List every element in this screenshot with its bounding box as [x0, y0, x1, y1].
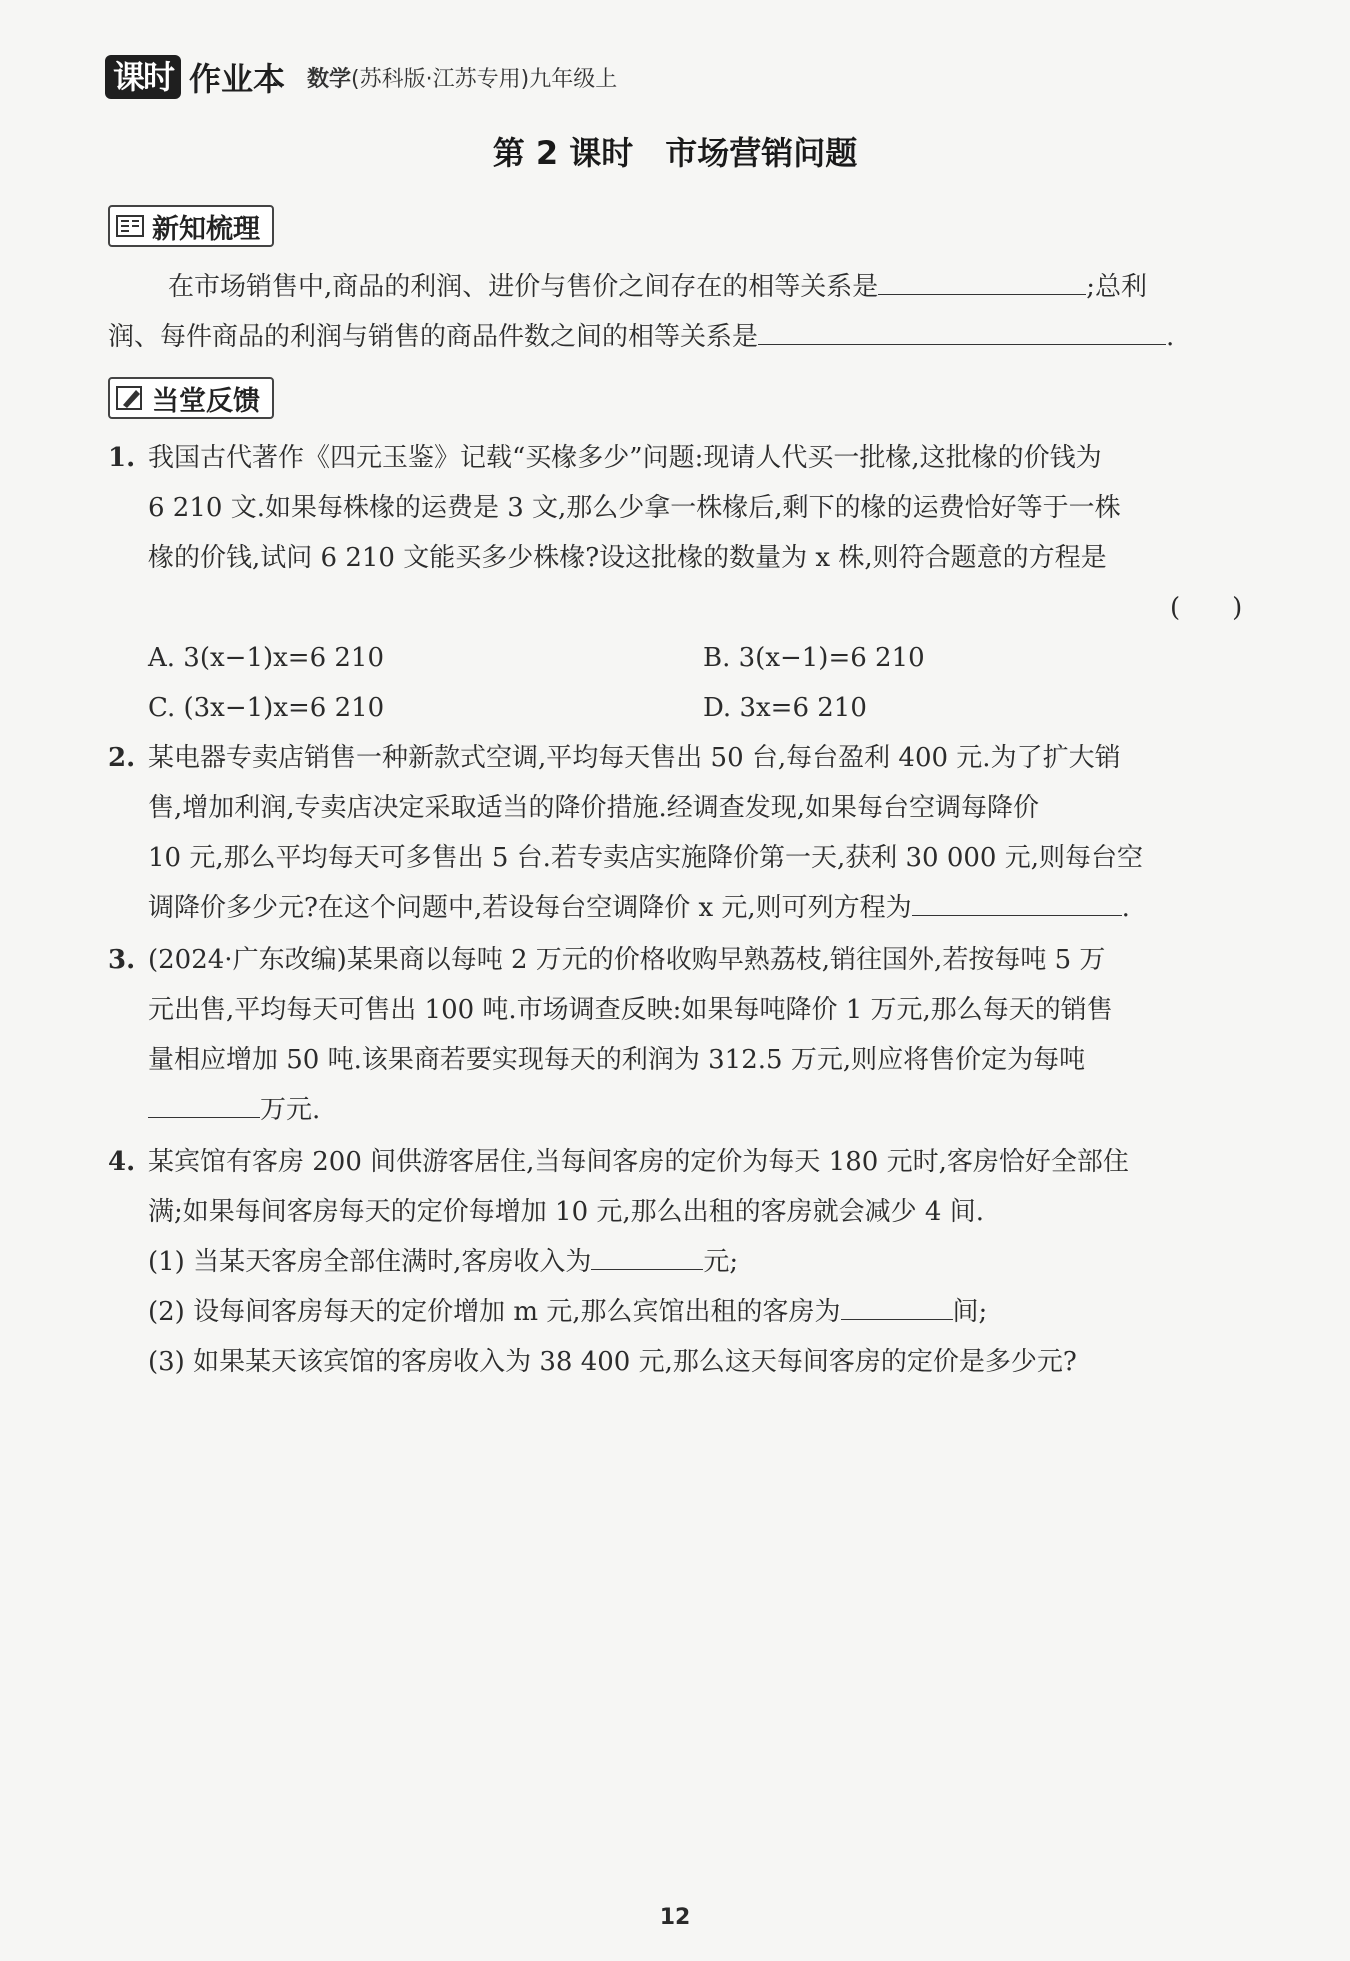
answer-blank[interactable] [912, 889, 1122, 916]
subject-edition: (苏科版·江苏专用)九年级上 [351, 66, 618, 92]
book-icon [116, 214, 144, 238]
section-tag-feedback [108, 377, 274, 419]
knowledge-text: . [1166, 322, 1175, 352]
knowledge-text: 在市场销售中,商品的利润、进价与售价之间存在的相等关系是 [168, 272, 879, 302]
knowledge-text: 润、每件商品的利润与销售的商品件数之间的相等关系是 [108, 322, 759, 352]
question-text: 元; [703, 1247, 739, 1277]
book-name: 作业本 [189, 60, 286, 98]
knowledge-line-1 [168, 262, 1147, 312]
answer-parentheses[interactable]: ( ) [1170, 593, 1243, 623]
question-number: 2. [108, 743, 136, 773]
book-logo: 课时 [105, 55, 181, 99]
option-c[interactable]: C. (3x−1)x=6 210 [148, 693, 385, 723]
question-3-line-2: 元出售,平均每天可售出 100 吨.市场调查反映:如果每吨降价 1 万元,那么每天的销售 [148, 995, 1113, 1025]
question-2-line-1: 某电器专卖店销售一种新款式空调,平均每天售出 50 台,每台盈利 400 元.为了扩大销 [148, 743, 1121, 773]
question-text: 调降价多少元?在这个问题中,若设每台空调降价 x 元,则可列方程为 [148, 893, 912, 923]
answer-blank[interactable] [758, 318, 1166, 345]
question-2-line-3: 10 元,那么平均每天可多售出 5 台.若专卖店实施降价第一天,获利 30 000 元,则每台空 [148, 843, 1143, 873]
question-3-line-1: (2024·广东改编)某果商以每吨 2 万元的价格收购早熟荔枝,销往国外,若按每吨 5 万 [148, 945, 1106, 975]
section-tag-new-knowledge [108, 205, 274, 247]
option-d[interactable]: D. 3x=6 210 [703, 693, 867, 723]
question-text: (1) 当某天客房全部住满时,客房收入为 [148, 1247, 592, 1277]
answer-blank[interactable] [148, 1091, 260, 1118]
answer-blank[interactable] [591, 1243, 703, 1270]
subject-name: 数学 [307, 66, 352, 92]
question-text: 间; [952, 1297, 988, 1327]
question-1-line-2: 6 210 文.如果每株椽的运费是 3 文,那么少拿一株椽后,剩下的椽的运费恰好等于一株 [148, 493, 1121, 523]
question-2-line-4 [148, 883, 1130, 933]
question-3-line-3: 量相应增加 50 吨.该果商若要实现每天的利润为 312.5 万元,则应将售价定为每吨 [148, 1045, 1086, 1075]
answer-blank[interactable] [841, 1293, 953, 1320]
answer-blank[interactable] [878, 268, 1086, 295]
question-number: 1. [108, 443, 136, 473]
question-number: 3. [108, 945, 136, 975]
question-4-line-2: 满;如果每间客房每天的定价每增加 10 元,那么出租的客房就会减少 4 间. [148, 1197, 984, 1227]
question-text: 万元. [260, 1095, 321, 1125]
knowledge-line-2 [108, 312, 1174, 362]
question-1-line-3: 椽的价钱,试问 6 210 文能买多少株椽?设这批椽的数量为 x 株,则符合题意的方程是 [148, 543, 1107, 573]
question-4-sub-2 [148, 1287, 987, 1337]
page-header [105, 52, 617, 102]
question-4-sub-1 [148, 1237, 738, 1287]
question-2-line-2: 售,增加利润,专卖店决定采取适当的降价措施.经调查发现,如果每台空调每降价 [148, 793, 1040, 823]
question-text: . [1121, 893, 1130, 923]
question-4-sub-3: (3) 如果某天该宾馆的客房收入为 38 400 元,那么这天每间客房的定价是多少元? [148, 1347, 1077, 1377]
pencil-icon [116, 385, 144, 411]
question-3-line-4 [148, 1085, 320, 1135]
option-b[interactable]: B. 3(x−1)=6 210 [703, 643, 925, 673]
question-text: (2) 设每间客房每天的定价增加 m 元,那么宾馆出租的客房为 [148, 1297, 841, 1327]
subject-info [307, 62, 617, 93]
question-1-line-1: 我国古代著作《四元玉鉴》记载“买椽多少”问题:现请人代买一批椽,这批椽的价钱为 [148, 443, 1102, 473]
knowledge-text: ;总利 [1086, 272, 1148, 302]
question-4-line-1: 某宾馆有客房 200 间供游客居住,当每间客房的定价为每天 180 元时,客房恰好全部住 [148, 1147, 1129, 1177]
question-number: 4. [108, 1147, 136, 1177]
page-number: 12 [659, 1905, 691, 1930]
option-a[interactable]: A. 3(x−1)x=6 210 [148, 643, 385, 673]
section-tag-label: 新知梳理 [152, 213, 260, 245]
section-tag-label: 当堂反馈 [152, 385, 260, 417]
lesson-title: 第 2 课时 市场营销问题 [492, 134, 858, 172]
